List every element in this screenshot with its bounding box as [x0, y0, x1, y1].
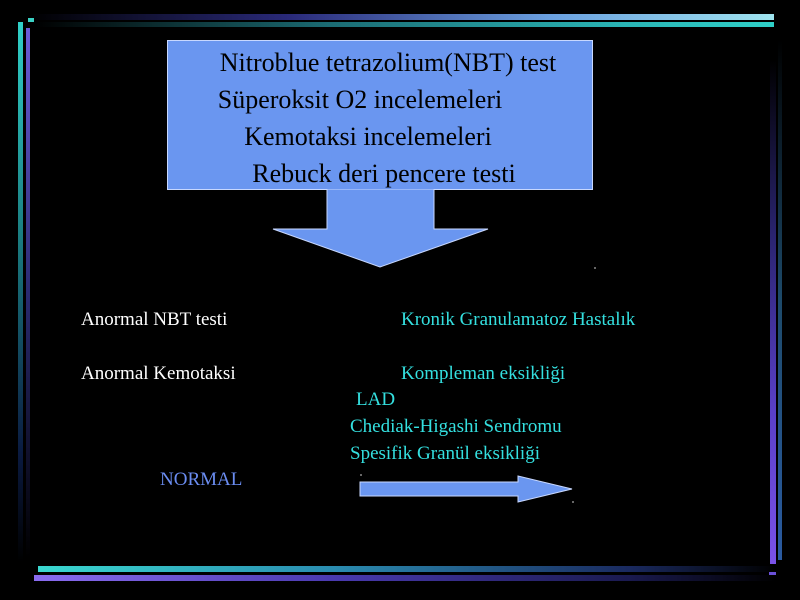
stray-dot-2 [360, 474, 362, 476]
frame-right-bar-outer [778, 40, 782, 560]
frame-right-bar [770, 60, 776, 564]
normal-label: NORMAL [160, 469, 243, 490]
diagnosis-kompleman: Kompleman eksikliği [401, 363, 566, 384]
test-line-kemotaksi: Kemotaksi incelemeleri [244, 122, 492, 151]
finding-nbt: Anormal NBT testi [81, 309, 228, 330]
diagnosis-spesifik: Spesifik Granül eksikliği [350, 443, 540, 464]
frame-top-bar [30, 14, 774, 20]
test-line-nbt: Nitroblue tetrazolium(NBT) test [219, 48, 557, 77]
frame-left-bar [18, 22, 23, 562]
stray-dot-3 [572, 501, 574, 503]
right-arrow [358, 474, 578, 504]
down-arrow [270, 189, 492, 269]
diagnosis-kgh: Kronik Granulamatoz Hastalık [401, 309, 636, 330]
stray-dot [594, 267, 596, 269]
test-line-superoksit: Süperoksit O2 incelemeleri [217, 85, 503, 114]
tests-box [167, 40, 593, 190]
finding-kemotaksi: Anormal Kemotaksi [81, 363, 236, 384]
frame-bottom-bar [38, 566, 776, 572]
frame-left-bar-inner [26, 28, 30, 558]
test-line-rebuck: Rebuck deri pencere testi [252, 159, 516, 188]
diagnosis-chediak: Chediak-Higashi Sendromu [350, 416, 562, 437]
diagnosis-lad: LAD [356, 389, 396, 410]
frame-top-tick [28, 18, 34, 22]
frame-bottom-bar-outer [34, 575, 776, 581]
frame-top-bar-inner [36, 22, 774, 27]
